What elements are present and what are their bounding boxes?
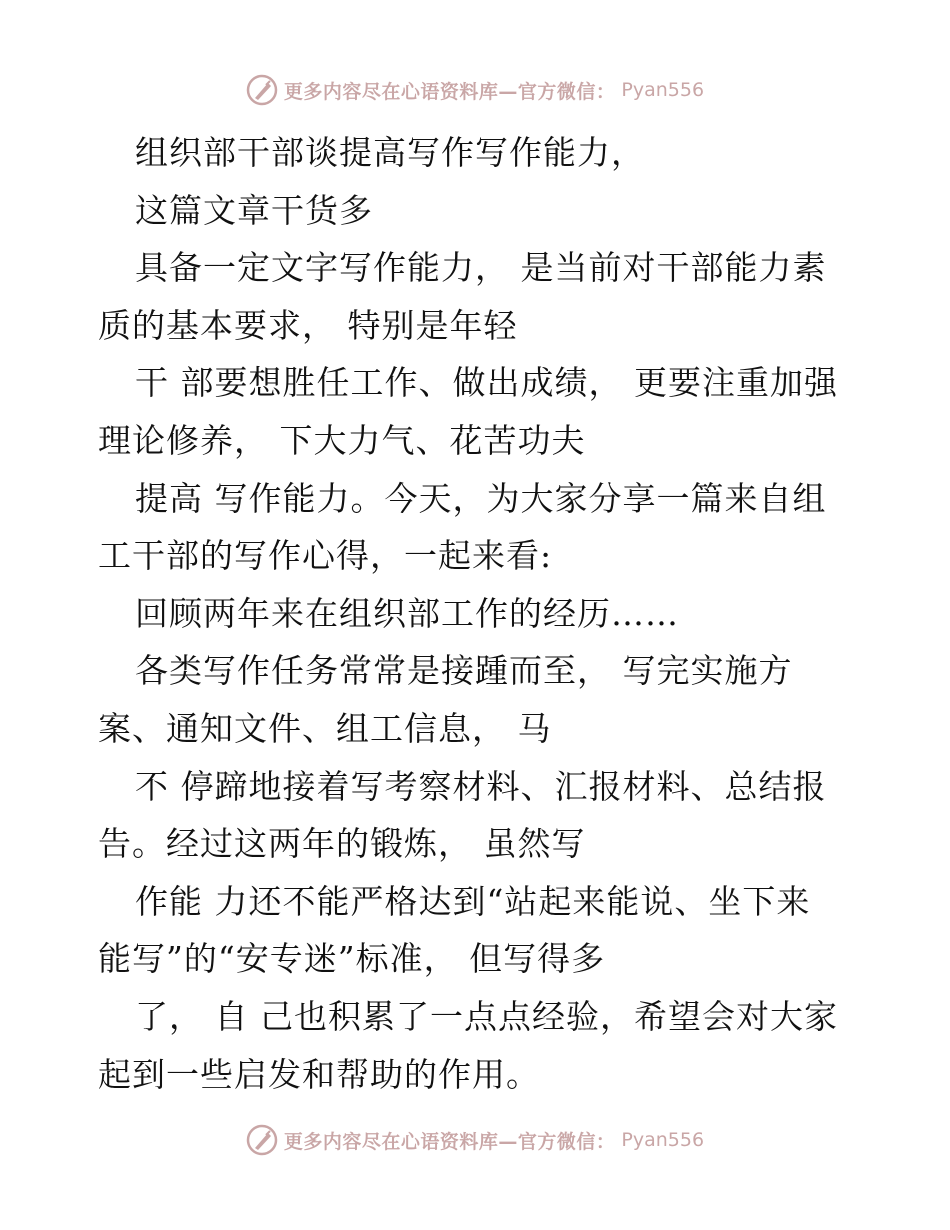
body-line: 起到一些启发和帮助的作用。 [98,1054,540,1094]
body-line: 组织部干部谈提高写作写作能力， [135,133,645,172]
body-line: 了， 自 己也积累了一点点经验，希望会对大家 [135,996,838,1036]
document-body [98,124,858,1103]
footer-watermark-banner [0,1120,950,1160]
body-line: 理论修养， 下大力气、花苦功夫 [98,420,586,460]
body-line: 具备一定文字写作能力， 是当前对干部能力素 [135,248,827,288]
body-line: 质的基本要求， 特别是年轻 [98,305,518,345]
body-line: 提高 写作能力。今天，为大家分享一篇来自组 [135,478,827,518]
body-line: 能写”的“安专迷”标准， 但写得多 [98,939,606,979]
body-line: 干 部要想胜任工作、做出成绩， 更要注重加强 [135,363,838,403]
footer-banner-text: 更多内容尽在心语资料库—官方微信： [283,1130,616,1153]
body-line: 回顾两年来在组织部工作的经历…… [135,593,679,633]
body-line: 这篇文章干货多 [135,190,373,230]
quill-pen-logo-icon [246,74,278,106]
header-banner-id: Pyan556 [621,79,705,101]
body-line: 作能 力还不能严格达到“站起来能说、坐下来 [135,881,811,921]
body-line: 工干部的写作心得，一起来看: [98,536,553,576]
header-banner-text: 更多内容尽在心语资料库—官方微信： [283,80,616,103]
body-line: 各类写作任务常常是接踵而至， 写完实施方 [135,651,793,691]
header-watermark-banner [0,70,950,110]
body-line: 告。经过这两年的锻炼， 虽然写 [98,824,586,864]
footer-banner-id: Pyan556 [621,1129,705,1151]
body-line: 案、通知文件、组工信息， 马 [98,708,552,748]
quill-pen-logo-icon [246,1124,278,1156]
body-line: 不 停蹄地接着写考察材料、汇报材料、总结报 [135,766,827,806]
